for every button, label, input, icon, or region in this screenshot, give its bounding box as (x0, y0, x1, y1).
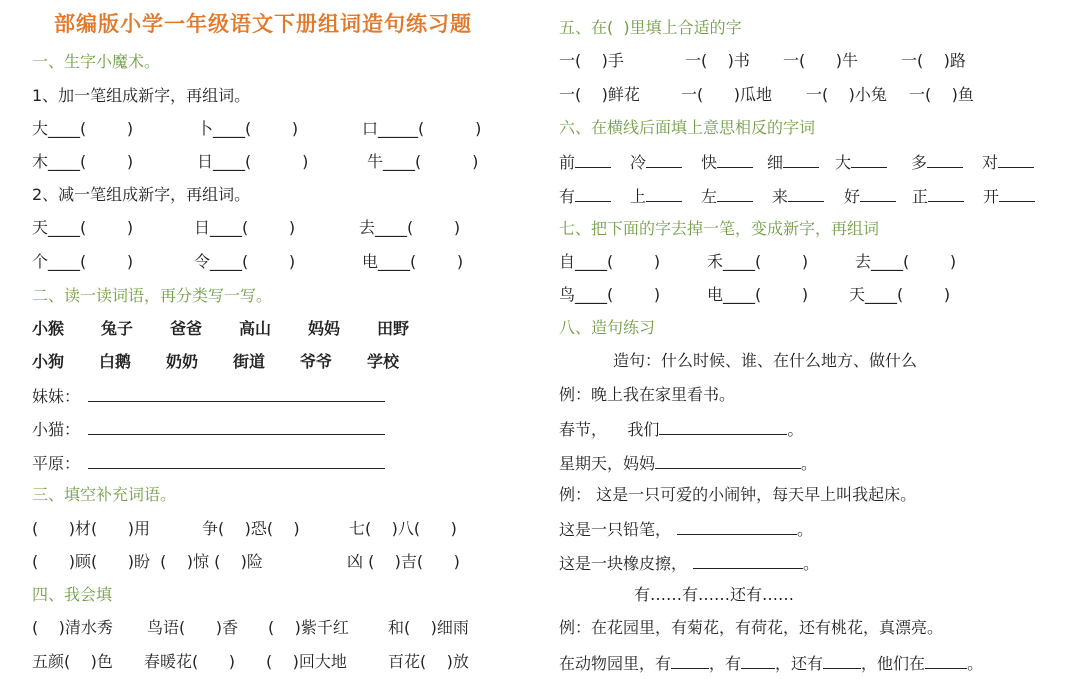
sentence-part: ，还有 (775, 654, 824, 673)
fill-item[interactable]: 天____( ) (32, 218, 134, 237)
fill-item[interactable]: 一( )书 (685, 51, 750, 70)
fill-item[interactable]: 电____( ) (707, 285, 809, 304)
fill-item[interactable]: 一( )鲜花 (559, 85, 640, 104)
antonym-item[interactable]: 有 (559, 185, 630, 207)
fill-item[interactable]: 电____( ) (362, 252, 464, 271)
word: 兔子 (101, 319, 134, 338)
question-1: 1、加一笔组成新字，再组词。 (32, 86, 251, 105)
antonym-item[interactable]: 快 (701, 151, 767, 173)
antonym-item[interactable]: 开 (983, 185, 1035, 207)
section-5-heading: 五、在( )里填上合适的字 (559, 18, 742, 37)
example-2: 例： 这是一只可爱的小闹钟，每天早上叫我起床。 (559, 485, 917, 504)
fill-item[interactable]: 木____( ) (32, 152, 134, 171)
word: 街道 (233, 352, 266, 371)
fill-item[interactable]: 个____( ) (32, 252, 134, 271)
word: 高山 (239, 319, 272, 338)
sentence-line (559, 518, 813, 540)
sentence-part: ，有 (709, 654, 742, 673)
antonym-item[interactable]: 来 (772, 185, 844, 207)
fill-item[interactable]: ( )紫千红 (268, 618, 349, 637)
category-label: 妹妹： (32, 387, 81, 406)
word: 妈妈 (308, 319, 341, 338)
example-3: 例：在花园里，有菊花，有荷花，还有桃花，真漂亮。 (559, 618, 944, 637)
word-row-1 (32, 319, 409, 339)
fill-item[interactable]: 卜____( ) (197, 119, 299, 138)
word: 爸爸 (170, 319, 203, 338)
word: 小猴 (32, 319, 65, 338)
fill-item[interactable]: 春暖花( ) (144, 652, 236, 671)
antonym-item[interactable]: 冷 (630, 151, 701, 173)
word: 小狗 (32, 352, 65, 371)
antonym-item[interactable]: 正 (912, 185, 983, 207)
s3-row-2 (32, 552, 460, 572)
s4-row-1 (32, 618, 469, 638)
fill-item[interactable]: 一( )瓜地 (681, 85, 773, 104)
q1-row-1 (32, 119, 481, 139)
sentence-start: 星期天，妈妈 (559, 454, 656, 473)
section-1-heading: 一、生字小魔术。 (32, 52, 161, 71)
fill-item[interactable]: 一( )手 (559, 51, 624, 70)
s6-row-2 (559, 185, 1035, 207)
sentence-part: 在动物园里，有 (559, 654, 672, 673)
s7-row-2 (559, 285, 950, 305)
fill-item[interactable]: 鸟语( )香 (147, 618, 239, 637)
word: 田野 (377, 319, 410, 338)
fill-item[interactable]: 鸟____( ) (559, 285, 661, 304)
sentence-line (559, 652, 983, 674)
fill-item[interactable]: 天____( ) (849, 285, 951, 304)
word-row-2 (32, 352, 399, 372)
page-title: 部编版小学一年级语文下册组词造句练习题 (54, 12, 472, 36)
period: 。 (803, 554, 820, 573)
section-3-heading: 三、填空补充词语。 (32, 485, 177, 504)
answer-line[interactable] (677, 518, 797, 535)
antonym-item[interactable]: 多 (911, 151, 982, 173)
fill-item[interactable]: 一( )鱼 (909, 85, 974, 104)
fill-item[interactable]: 去____( ) (855, 252, 957, 271)
answer-line[interactable] (693, 552, 803, 569)
s7-row-1 (559, 252, 956, 272)
antonym-item[interactable]: 前 (559, 151, 630, 173)
fill-item[interactable]: 凶 ( )吉( ) (347, 552, 460, 571)
fill-item[interactable]: 一( )路 (901, 51, 966, 70)
word: 白鹅 (99, 352, 132, 371)
q1-row-2 (32, 152, 478, 172)
s4-row-2 (32, 652, 469, 672)
s3-row-1 (32, 519, 457, 539)
fill-item[interactable]: 和( )细雨 (388, 618, 469, 637)
antonym-item[interactable]: 大 (835, 151, 911, 173)
sentence-part: ，他们在 (861, 654, 926, 673)
sentence-line (559, 452, 817, 474)
fill-item[interactable]: 自____( ) (559, 252, 661, 271)
fill-item[interactable]: 禾____( ) (707, 252, 809, 271)
fill-item[interactable]: ( )清水秀 (32, 618, 113, 637)
fill-item[interactable]: 五颜( )色 (32, 652, 113, 671)
s5-row-1 (559, 51, 966, 71)
fill-item[interactable]: ( )材( )用 (32, 519, 151, 538)
period: 。 (787, 420, 804, 439)
answer-line[interactable] (88, 385, 385, 402)
category-label: 平原： (32, 454, 81, 473)
q2-row-2 (32, 252, 463, 272)
category-row (32, 385, 385, 407)
antonym-item[interactable]: 上 (630, 185, 701, 207)
sentence-line (559, 552, 819, 574)
fill-item[interactable]: 七( )八( ) (349, 519, 457, 538)
period: 。 (797, 520, 814, 539)
s6-row-1 (559, 151, 1034, 173)
category-row (32, 452, 385, 474)
fill-item[interactable]: 一( )小兔 (806, 85, 887, 104)
fill-item[interactable]: 日____( ) (197, 152, 309, 171)
fill-item[interactable]: 令____( ) (194, 252, 296, 271)
answer-line[interactable] (655, 452, 801, 469)
sentence-part: 。 (967, 654, 984, 673)
section-6-heading: 六、在横线后面填上意思相反的字词 (559, 118, 816, 137)
fill-item[interactable]: 大____( ) (32, 119, 134, 138)
sentence-line (559, 418, 803, 440)
answer-line[interactable] (671, 652, 709, 669)
fill-item[interactable]: ( )回大地 (266, 652, 347, 671)
example-1: 例：晚上我在家里看书。 (559, 385, 736, 404)
section-4-heading: 四、我会填 (32, 585, 113, 604)
section-8-heading: 八、造句练习 (559, 318, 656, 337)
category-label: 小猫： (32, 420, 81, 439)
answer-line[interactable] (741, 652, 775, 669)
sentence-prompt-1: 造句：什么时候、谁、在什么地方、做什么 (613, 351, 918, 370)
sentence-start: 春节， 我们 (559, 420, 660, 439)
answer-line[interactable] (659, 418, 787, 435)
s5-row-2 (559, 85, 974, 105)
antonym-item[interactable]: 细 (767, 151, 835, 173)
answer-line[interactable] (88, 452, 385, 469)
question-2: 2、减一笔组成新字，再组词。 (32, 185, 251, 204)
section-7-heading: 七、把下面的字去掉一笔，变成新字，再组词 (559, 219, 880, 238)
period: 。 (801, 454, 818, 473)
sentence-start: 这是一块橡皮擦， (559, 554, 688, 573)
answer-line[interactable] (823, 652, 861, 669)
fill-item[interactable]: 去____( ) (359, 218, 461, 237)
answer-line[interactable] (925, 652, 967, 669)
section-2-heading: 二、读一读词语，再分类写一写。 (32, 286, 273, 305)
fill-item[interactable]: 日____( ) (194, 218, 296, 237)
fill-item[interactable]: 争( )恐( ) (202, 519, 300, 538)
word: 奶奶 (166, 352, 199, 371)
fill-item[interactable]: 口_____( ) (362, 119, 482, 138)
fill-item[interactable]: ( )顾( )盼 ( )惊 ( )险 (32, 552, 263, 571)
fill-item[interactable]: 一( )牛 (783, 51, 859, 70)
word: 学校 (367, 352, 400, 371)
fill-item[interactable]: 百花( )放 (388, 652, 469, 671)
answer-line[interactable] (88, 418, 385, 435)
antonym-item[interactable]: 好 (844, 185, 912, 207)
sentence-prompt-2: 有……有……还有…… (634, 585, 795, 604)
sentence-start: 这是一只铅笔， (559, 520, 672, 539)
fill-item[interactable]: 牛____( ) (367, 152, 479, 171)
antonym-item[interactable]: 对 (982, 151, 1034, 173)
antonym-item[interactable]: 左 (701, 185, 772, 207)
q2-row-1 (32, 218, 460, 238)
category-row (32, 418, 385, 440)
word: 爷爷 (300, 352, 333, 371)
